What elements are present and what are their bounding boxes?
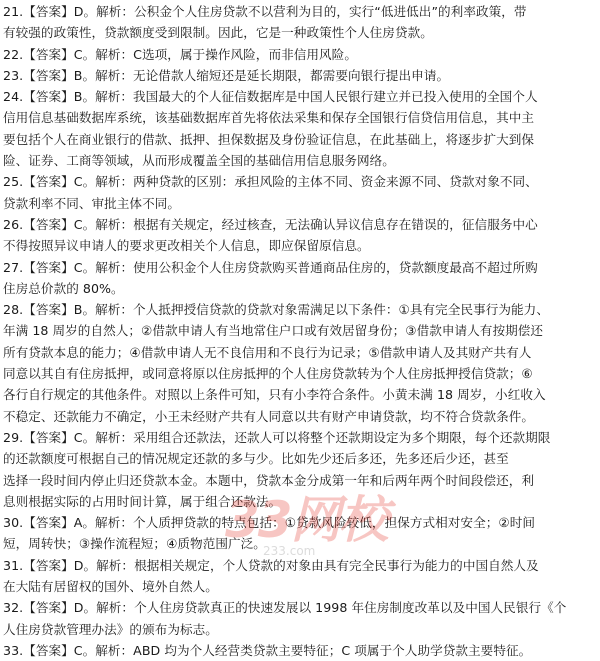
- text-line: 住房总价款的 80%。: [3, 280, 124, 296]
- text-line: 所有贷款本息的能力；④借款申请人无不良信用和不良行为记录；⑤借款申请人及其财产共有人: [3, 344, 532, 360]
- text-line: 贷款利率不同、审批主体不同。: [3, 195, 181, 211]
- text-line: 29.【答案】C。解析：采用组合还款法，还款人可以将整个还款期设定为多个期限，每个还款期限: [3, 429, 551, 445]
- text-line: 24.【答案】B。解析：我国最大的个人征信数据库是中国人民银行建立并已投入使用的全国个人: [3, 89, 538, 105]
- text-line: 21.【答案】D。解析：公积金个人住房贷款不以营利为目的，实行“低进低出”的利率政策，带: [3, 4, 527, 19]
- text-line: 年满 18 周岁的自然人；②借款申请人有当地常住户口或有效居留身份；③借款申请人有按期偿还: [3, 323, 544, 339]
- text-line: 人住房贷款管理办法》的颁布为标志。: [3, 621, 218, 637]
- text-line: 30.【答案】A。解析：个人质押贷款的特点包括：①贷款风险较低，担保方式相对安全；②时间: [3, 515, 535, 531]
- text-line: 不稳定、还款能力不确定，小王未经财产共有人同意以共有财产申请贷款，均不符合贷款条件。: [3, 408, 535, 424]
- watermark-logo: 33网校: [225, 491, 387, 549]
- text-line: 在大陆有居留权的国外、境外自然人。: [3, 579, 218, 595]
- text-line: 选择一段时间内停止归还贷款本金。本题中，贷款本金分成第一年和后两年两个时间段偿还，利: [3, 472, 535, 488]
- text-line: 要包括个人在商业银行的借款、抵押、担保数据及身份验证信息，在此基础上，将逐步扩大到保: [3, 131, 535, 147]
- answer-explanations: [3, 0, 597, 658]
- text-line: 有较强的政策性，贷款额度受到限制。因此，它是一种政策性个人住房贷款。: [3, 25, 433, 41]
- text-line: 27.【答案】C。解析：使用公积金个人住房贷款购买普通商品住房的，贷款额度最高不超过所购: [3, 259, 538, 275]
- text-line: 31.【答案】D。解析：根据相关规定，个人贷款的对象由具有完全民事行为能力的中国自然人及: [3, 557, 539, 573]
- text-line: 险、证券、工商等领域，从而形成覆盖全国的基础信用信息服务网络。: [3, 153, 395, 169]
- text-line: 32.【答案】D。解析：个人住房贷款真正的快速发展以 1998 年住房制度改革以及中国人民银行《个: [3, 600, 567, 616]
- text-line: 26.【答案】C。解析：根据有关规定，经过核查，无法确认异议信息存在错误的，征信服务中心: [3, 216, 538, 232]
- text-line: 短，周转快；③操作流程短；④质物范围广泛。: [3, 536, 266, 552]
- text-line: 23.【答案】B。解析：无论借款人缩短还是延长期限，都需要向银行提出申请。: [3, 67, 450, 83]
- text-line: 信用信息基础数据库系统，该基础数据库首先将依法采集和保存全国银行信贷信用信息，其中主: [3, 110, 535, 126]
- text-line: 不得按照异议申请人的要求更改相关个人信息，即应保留原信息。: [3, 238, 370, 254]
- text-line: 息则根据实际的占用时间计算，属于组合还款法。: [3, 493, 282, 509]
- text-line: 28.【答案】B。解析：个人抵押授信贷款的贷款对象需满足以下条件：①具有完全民事行为能力、: [3, 302, 549, 318]
- watermark-url: 233.com: [263, 544, 316, 558]
- text-line: 同意以其自有住房抵押，或同意将原以住房抵押的个人住房贷款转为个人住房抵押授信贷款；⑥: [3, 366, 533, 382]
- text-line: 22.【答案】C。解析：C选项，属于操作风险，而非信用风险。: [3, 46, 357, 62]
- text-line: 的还款额度可根据自己的情况规定还款的多与少。比如先少还后多还，先多还后少还，甚至: [3, 451, 509, 467]
- text-line: 33.【答案】C。解析：ABD 均为个人经营类贷款主要特征；C 项属于个人助学贷款主要特征。: [3, 642, 532, 658]
- text-line: 25.【答案】C。解析：两种贷款的区别：承担风险的主体不同、资金来源不同、贷款对象不同、: [3, 174, 538, 190]
- text-line: 各行自行规定的其他条件。对照以上条件可知，只有小李符合条件。小黄未满 18 周岁，小红收入: [3, 387, 546, 403]
